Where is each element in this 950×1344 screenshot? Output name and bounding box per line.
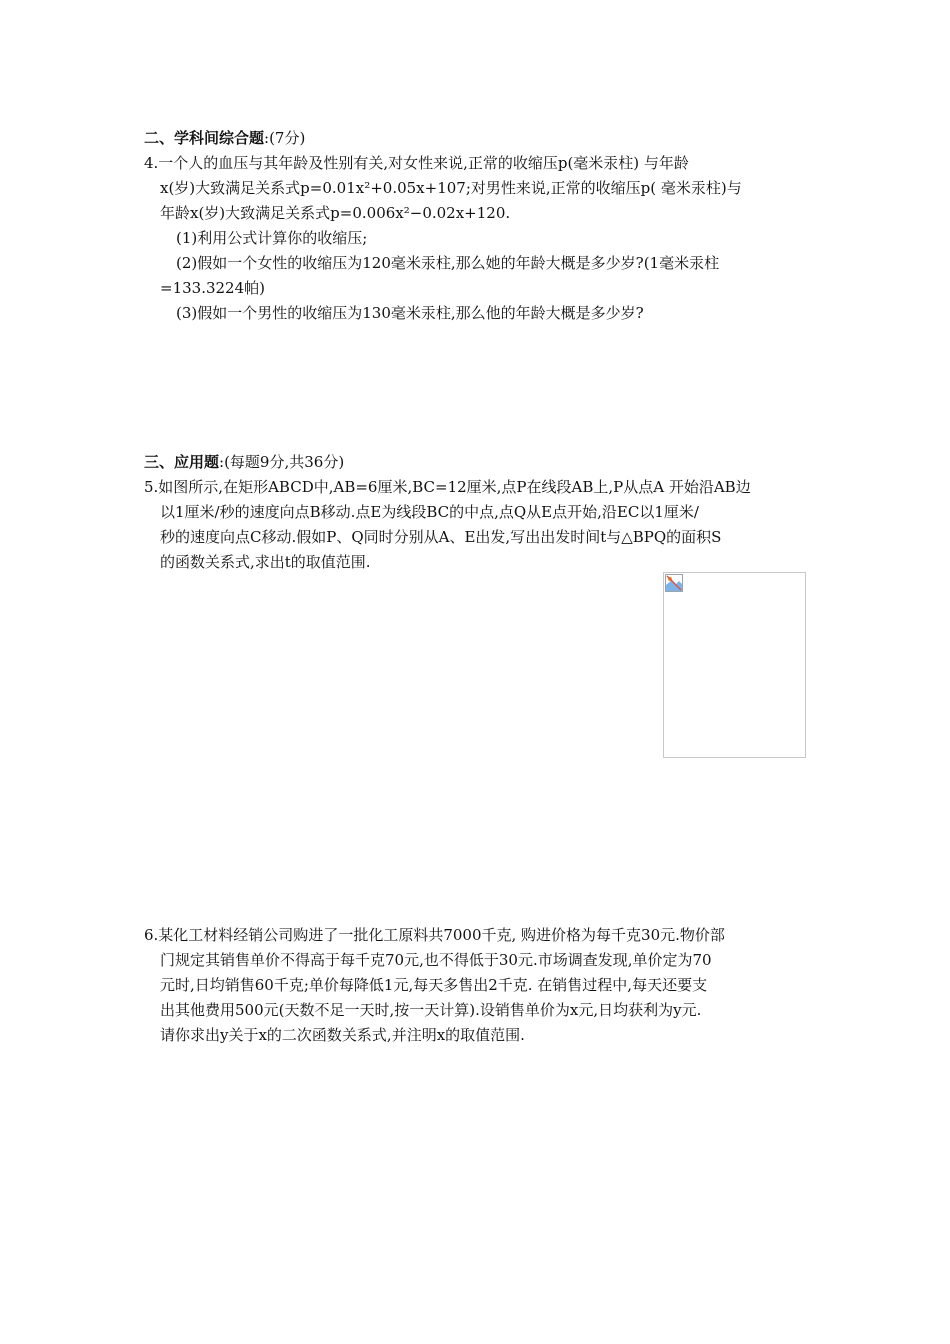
question-6-line-5: 请你求出y关于x的二次函数关系式,并注明x的取值范围. [160,1026,525,1044]
question-4-line-2: x(岁)大致满足关系式p=0.01x²+0.05x+107;对男性来说,正常的收缩压p( 毫米汞柱)与 [160,179,742,197]
question-5-line-3: 秒的速度向点C移动.假如P、Q同时分别从A、E出发,写出出发时间t与△BPQ的面积S [160,528,722,546]
question-6-line-1: 6.某化工材料经销公司购进了一批化工原料共7000千克, 购进价格为每千克30元.物价部 [144,926,725,944]
question-4-part-2: (2)假如一个女性的收缩压为120毫米汞柱,那么她的年龄大概是多少岁?(1毫米汞柱 [176,254,720,272]
section-score-note: :(每题9分,共36分) [219,453,345,471]
question-5-line-2: 以1厘米/秒的速度向点B移动.点E为线段BC的中点,点Q从E点开始,沿EC以1厘米/ [160,503,699,521]
section-score-note: :(7分) [264,129,306,147]
question-6-line-3: 元时,日均销售60千克;单价每降低1元,每天多售出2千克. 在销售过程中,每天还要支 [160,976,708,994]
question-4-part-1: (1)利用公式计算你的收缩压; [176,229,368,247]
question-4-part-3: (3)假如一个男性的收缩压为130毫米汞柱,那么他的年龄大概是多少岁? [176,304,644,322]
section-heading-2 [144,128,305,148]
section-title: 二、学科间综合题 [144,129,265,147]
section-title: 三、应用题 [144,453,220,471]
question-5-figure [663,572,806,758]
question-6-line-2: 门规定其销售单价不得高于每千克70元,也不得低于30元.市场调查发现,单价定为70 [160,951,712,969]
question-4-part-2-cont: =133.3224帕) [160,279,265,297]
section-heading-3 [144,452,344,472]
question-6-line-4: 出其他费用500元(天数不足一天时,按一天计算).设销售单价为x元,日均获利为y元. [160,1001,702,1019]
question-4-line-1: 4.一个人的血压与其年龄及性别有关,对女性来说,正常的收缩压p(毫米汞柱) 与年龄 [144,154,689,172]
question-5-line-4: 的函数关系式,求出t的取值范围. [160,553,371,571]
question-4-line-3: 年龄x(岁)大致满足关系式p=0.006x²−0.02x+120. [160,204,511,222]
broken-image-icon [665,574,683,592]
question-5-line-1: 5.如图所示,在矩形ABCD中,AB=6厘米,BC=12厘米,点P在线段AB上,P从点A 开始沿AB边 [144,478,751,496]
